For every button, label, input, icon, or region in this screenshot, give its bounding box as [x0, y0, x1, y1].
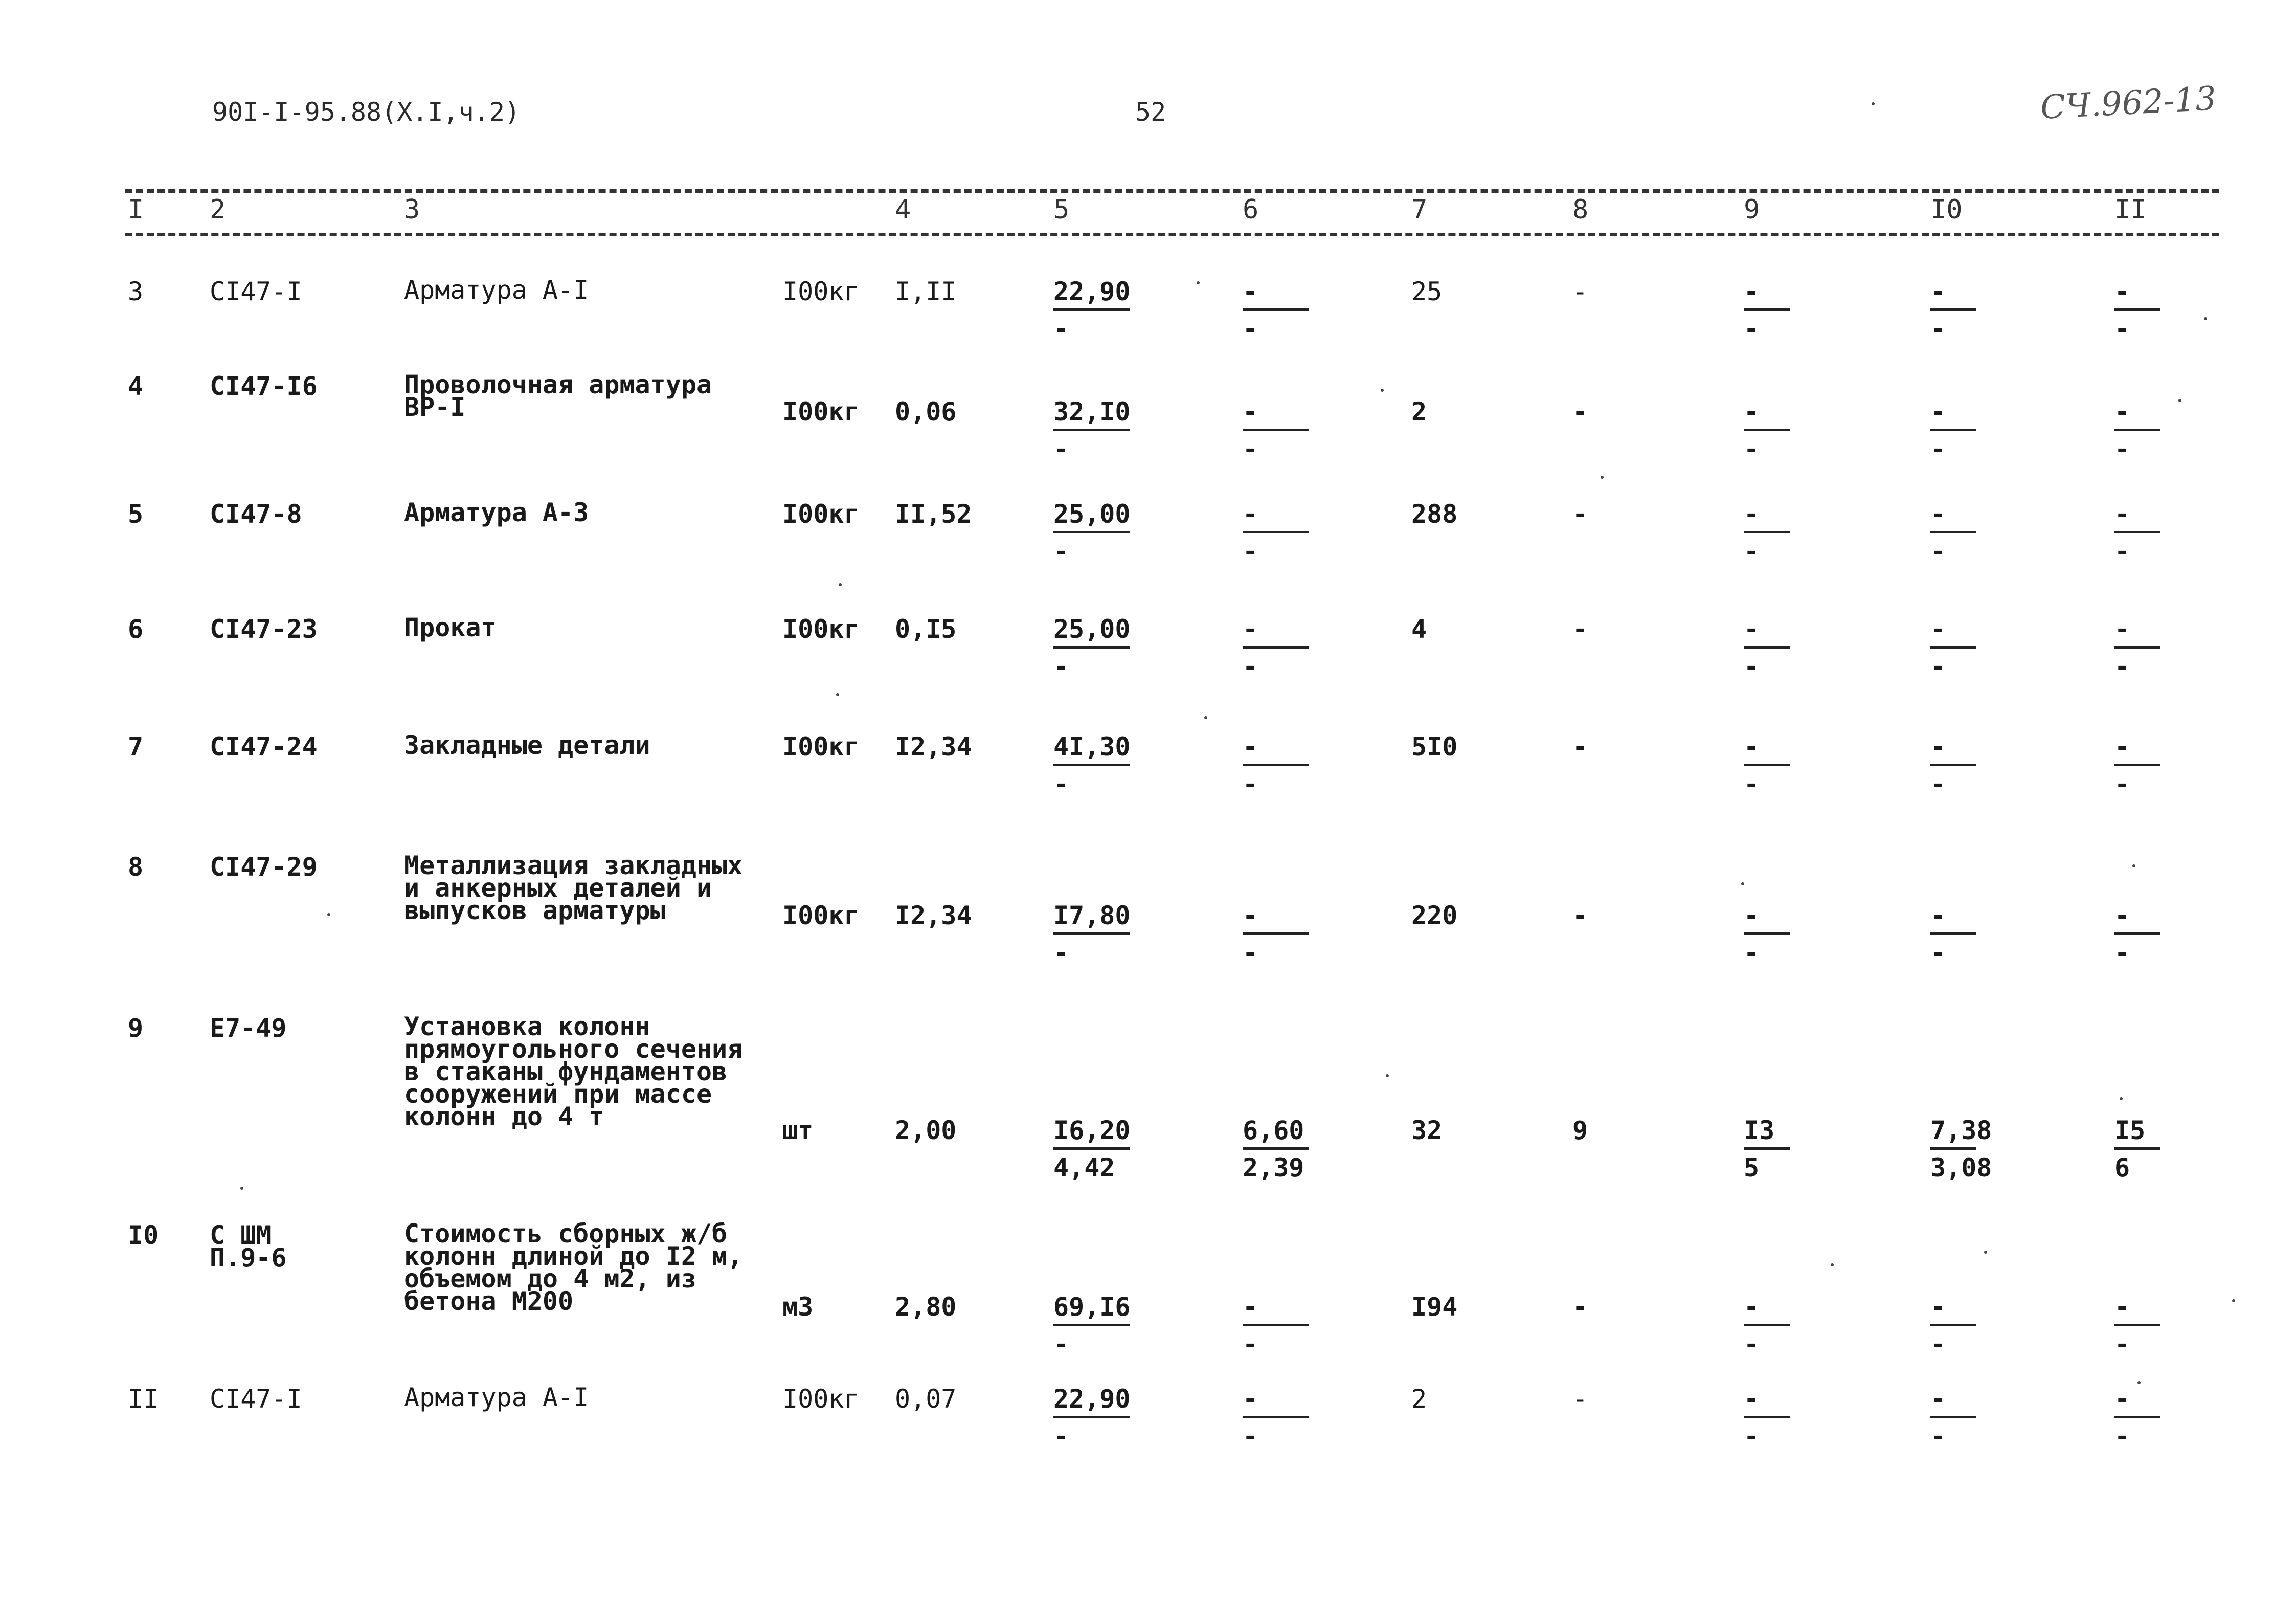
price-cell-5	[1053, 399, 1130, 462]
cell-11	[2114, 399, 2160, 462]
fraction-bar	[1930, 429, 1976, 431]
fraction-denominator: -	[1243, 1329, 1258, 1359]
fraction-numerator: -	[1243, 277, 1258, 306]
cell-6	[1243, 903, 1309, 966]
fraction-bar	[1053, 308, 1130, 311]
fraction-denominator: -	[1243, 314, 1258, 344]
cell-9	[1744, 616, 1790, 679]
cell-7: 2	[1411, 1384, 1427, 1414]
fraction-bar	[1930, 1147, 1976, 1150]
code-cell: Е7-49	[210, 1013, 287, 1043]
fraction-bar	[1744, 1147, 1790, 1150]
fraction-denominator: -	[1930, 537, 1946, 566]
fraction-numerator: -	[1744, 901, 1760, 930]
fraction-bar	[2114, 1416, 2160, 1418]
fraction-denominator: -	[1243, 652, 1258, 681]
fraction-bar	[1744, 429, 1790, 431]
price-cell-5	[1053, 1386, 1130, 1449]
cell-10	[1930, 399, 1976, 462]
fraction-numerator: -	[1930, 499, 1946, 529]
fraction-numerator: 69,I6	[1053, 1292, 1131, 1322]
code-cell: СI47-I	[210, 1384, 302, 1414]
row-number: 7	[128, 732, 144, 762]
fraction-denominator: -	[1744, 537, 1760, 566]
fraction-bar	[1930, 1416, 1976, 1418]
cell-11	[2114, 1118, 2160, 1181]
fraction-denominator: -	[2114, 652, 2130, 681]
scan-speck	[2178, 399, 2181, 402]
fraction-numerator: -	[2114, 1292, 2130, 1322]
cell-10	[1930, 1116, 1992, 1183]
cell-7: 2	[1411, 397, 1427, 427]
fraction-numerator: -	[1243, 1292, 1258, 1322]
cell-6	[1243, 734, 1309, 797]
fraction-numerator: -	[1930, 732, 1946, 762]
cell-9	[1744, 501, 1790, 564]
fraction-numerator: 32,I0	[1053, 397, 1131, 427]
fraction-denominator: -	[1744, 652, 1760, 681]
quantity-cell: 0,I5	[895, 614, 957, 644]
fraction-numerator: I7,80	[1053, 901, 1131, 930]
price-cell-5	[1053, 279, 1130, 342]
cell-8: -	[1572, 277, 1588, 306]
fraction-numerator: I3	[1744, 1116, 1775, 1145]
column-number-6: 6	[1243, 194, 1259, 225]
fraction-numerator: -	[2114, 732, 2130, 762]
row-number: 9	[128, 1013, 144, 1043]
fraction-numerator: -	[1243, 397, 1258, 427]
cell-7: 25	[1411, 277, 1443, 306]
fraction-numerator: -	[1930, 277, 1946, 306]
fraction-bar	[1053, 932, 1130, 935]
fraction-bar	[1744, 1324, 1790, 1326]
cell-6	[1243, 1294, 1309, 1357]
price-cell-5	[1053, 734, 1130, 797]
page-number: 52	[1135, 97, 1166, 127]
fraction-numerator: -	[1930, 614, 1946, 644]
scan-speck	[240, 1187, 243, 1190]
fraction-numerator: 7,38	[1930, 1116, 1992, 1145]
scan-speck	[1381, 389, 1384, 392]
column-number-3: 3	[404, 194, 420, 225]
scan-speck	[1386, 1074, 1389, 1077]
cell-11	[2114, 734, 2160, 797]
cell-9	[1744, 734, 1790, 797]
fraction-denominator: -	[1744, 314, 1760, 344]
quantity-cell: 0,06	[895, 397, 957, 427]
fraction-bar	[1243, 1147, 1309, 1150]
fraction-denominator: 2,39	[1243, 1153, 1304, 1183]
unit-cell: I00кг	[782, 277, 860, 306]
fraction-numerator: 6,60	[1243, 1116, 1304, 1145]
cell-6	[1243, 399, 1309, 462]
fraction-bar	[1243, 1324, 1309, 1326]
row-number: 8	[128, 852, 144, 882]
fraction-bar	[2114, 429, 2160, 431]
fraction-denominator: -	[1053, 1329, 1069, 1359]
fraction-numerator: -	[2114, 397, 2130, 427]
row-number: 4	[128, 371, 144, 401]
cell-6	[1243, 1118, 1309, 1181]
price-cell-5	[1053, 1294, 1130, 1357]
fraction-bar	[1243, 531, 1309, 533]
scan-speck	[1741, 882, 1744, 885]
fraction-numerator: 22,90	[1053, 1384, 1131, 1414]
column-number-2: 2	[210, 194, 226, 225]
fraction-numerator: -	[2114, 614, 2130, 644]
fraction-denominator: -	[1744, 938, 1760, 968]
column-number-5: 5	[1053, 194, 1070, 225]
fraction-numerator: I6,20	[1053, 1116, 1131, 1145]
fraction-bar	[1243, 932, 1309, 935]
cell-8: -	[1572, 1384, 1588, 1414]
fraction-denominator: -	[2114, 1421, 2130, 1451]
fraction-denominator: -	[1053, 434, 1069, 464]
fraction-denominator: -	[1243, 537, 1258, 566]
column-number-8: 8	[1572, 194, 1589, 225]
cell-9	[1744, 399, 1790, 462]
unit-cell: шт	[782, 1116, 814, 1145]
fraction-bar	[1930, 308, 1976, 311]
cell-9	[1744, 1386, 1790, 1449]
description-cell: Установка колонн прямоугольного сечения в стаканы фундаментов сооружений при массе колонн до 4 т	[404, 1012, 743, 1131]
description-cell: Прокат	[404, 613, 497, 642]
fraction-denominator: -	[1744, 434, 1760, 464]
fraction-bar	[1930, 764, 1976, 766]
cell-8: -	[1572, 1292, 1588, 1322]
unit-cell: I00кг	[782, 732, 860, 762]
fraction-denominator: 4,42	[1053, 1153, 1115, 1183]
fraction-bar	[1744, 1416, 1790, 1418]
cell-6	[1243, 501, 1309, 564]
unit-cell: I00кг	[782, 499, 860, 529]
cell-10	[1930, 501, 1976, 564]
column-number-1: I	[128, 194, 144, 225]
description-cell: Проволочная арматура ВР-I	[404, 370, 712, 422]
fraction-bar	[1744, 764, 1790, 766]
scan-speck	[2204, 317, 2207, 320]
fraction-denominator: -	[2114, 938, 2130, 968]
unit-cell: м3	[782, 1292, 814, 1322]
fraction-bar	[1744, 531, 1790, 533]
fraction-denominator: -	[1744, 1329, 1760, 1359]
cell-11	[2114, 1386, 2160, 1449]
cell-11	[2114, 279, 2160, 342]
fraction-numerator: -	[1744, 1292, 1760, 1322]
scan-speck	[1984, 1251, 1987, 1254]
fraction-bar	[1053, 764, 1130, 766]
fraction-denominator: -	[1243, 434, 1258, 464]
row-number: I0	[128, 1220, 159, 1250]
code-cell: СI47-I	[210, 277, 302, 306]
fraction-denominator: -	[1053, 652, 1069, 681]
cell-9	[1744, 279, 1790, 342]
fraction-denominator: -	[1053, 769, 1069, 799]
unit-cell: I00кг	[782, 614, 860, 644]
scan-speck	[836, 693, 839, 696]
fraction-bar	[1053, 1416, 1130, 1418]
fraction-bar	[1053, 646, 1130, 649]
fraction-denominator: -	[1930, 314, 1946, 344]
quantity-cell: I2,34	[895, 901, 972, 930]
code-cell: СI47-24	[210, 732, 318, 762]
cell-8: 9	[1572, 1116, 1588, 1145]
fraction-numerator: -	[1744, 397, 1760, 427]
fraction-bar	[1243, 429, 1309, 431]
fraction-bar	[1744, 646, 1790, 649]
fraction-numerator: -	[1243, 499, 1258, 529]
row-number: 6	[128, 614, 144, 644]
fraction-numerator: -	[1744, 499, 1760, 529]
scan-speck	[2132, 864, 2135, 867]
scan-speck	[839, 583, 842, 586]
fraction-numerator: -	[1930, 1384, 1946, 1414]
fraction-denominator: -	[2114, 1329, 2130, 1359]
fraction-bar	[1053, 531, 1130, 533]
quantity-cell: I,II	[895, 277, 957, 306]
fraction-numerator: 25,00	[1053, 499, 1131, 529]
fraction-bar	[2114, 764, 2160, 766]
cell-7: 4	[1411, 614, 1427, 644]
fraction-numerator: -	[2114, 901, 2130, 930]
scan-speck	[327, 913, 330, 916]
column-number-4: 4	[895, 194, 911, 225]
price-cell-5	[1053, 616, 1130, 679]
scan-speck	[2120, 1097, 2123, 1100]
fraction-bar	[2114, 1147, 2160, 1150]
description-cell: Арматура А-I	[404, 1383, 589, 1412]
fraction-numerator: -	[1243, 614, 1258, 644]
scan-speck	[1204, 716, 1207, 719]
price-cell-5	[1053, 501, 1130, 564]
cell-8: -	[1572, 901, 1588, 930]
quantity-cell: 2,00	[895, 1116, 957, 1145]
fraction-denominator: -	[1930, 938, 1946, 968]
fraction-denominator: -	[1243, 1421, 1258, 1451]
fraction-numerator: I5	[2114, 1116, 2146, 1145]
fraction-denominator: -	[1053, 537, 1069, 566]
fraction-bar	[2114, 308, 2160, 311]
fraction-bar	[2114, 531, 2160, 533]
cell-8: -	[1572, 614, 1588, 644]
cell-11	[2114, 1294, 2160, 1357]
code-cell: СI47-23	[210, 614, 318, 644]
fraction-numerator: -	[1243, 901, 1258, 930]
description-cell: Металлизация закладных и анкерных деталей и выпусков арматуры	[404, 851, 743, 925]
fraction-bar	[1930, 531, 1976, 533]
document-code: 90I-I-95.88(X.I,ч.2)	[212, 97, 521, 127]
unit-cell: I00кг	[782, 901, 860, 930]
fraction-denominator: -	[1053, 1421, 1069, 1451]
fraction-numerator: -	[1744, 1384, 1760, 1414]
column-number-9: 9	[1744, 194, 1760, 225]
scan-speck	[1872, 102, 1875, 105]
fraction-numerator: -	[1744, 614, 1760, 644]
cell-9	[1744, 1294, 1790, 1357]
price-cell-5	[1053, 1118, 1130, 1181]
fraction-numerator: -	[2114, 1384, 2130, 1414]
cell-7: 288	[1411, 499, 1458, 529]
fraction-denominator: -	[1243, 938, 1258, 968]
code-cell: СI47-I6	[210, 371, 318, 401]
fraction-bar	[1243, 764, 1309, 766]
cell-10	[1930, 903, 1976, 966]
fraction-denominator: -	[2114, 434, 2130, 464]
fraction-denominator: -	[2114, 537, 2130, 566]
row-number: 5	[128, 499, 144, 529]
cell-11	[2114, 903, 2160, 966]
fraction-numerator: 25,00	[1053, 614, 1131, 644]
unit-cell: I00кг	[782, 1384, 860, 1414]
cell-7: I94	[1411, 1292, 1458, 1322]
cell-9	[1744, 903, 1790, 966]
scan-speck	[1831, 1263, 1834, 1266]
description-cell: Закладные детали	[404, 730, 650, 760]
fraction-denominator: 6	[2114, 1153, 2130, 1183]
cell-8: -	[1572, 732, 1588, 762]
fraction-numerator: -	[1744, 732, 1760, 762]
fraction-bar	[1243, 308, 1309, 311]
column-number-7: 7	[1411, 194, 1428, 225]
fraction-bar	[1744, 308, 1790, 311]
description-cell: Стоимость сборных ж/б колонн длиной до I2 м, объемом до 4 м2, из бетона М200	[404, 1219, 743, 1316]
cell-7: 5I0	[1411, 732, 1458, 762]
code-cell: СI47-29	[210, 852, 318, 882]
price-cell-5	[1053, 903, 1130, 966]
quantity-cell: 0,07	[895, 1384, 957, 1414]
quantity-cell: II,52	[895, 499, 972, 529]
fraction-bar	[2114, 646, 2160, 649]
column-number-11: II	[2114, 194, 2147, 225]
scan-speck	[2232, 1299, 2235, 1302]
fraction-bar	[1930, 646, 1976, 649]
unit-cell: I00кг	[782, 397, 860, 427]
cell-10	[1930, 734, 1976, 797]
quantity-cell: 2,80	[895, 1292, 957, 1322]
fraction-denominator: -	[1930, 652, 1946, 681]
fraction-denominator: -	[2114, 314, 2130, 344]
fraction-bar	[2114, 932, 2160, 935]
row-number: 3	[128, 277, 144, 306]
quantity-cell: I2,34	[895, 732, 972, 762]
fraction-denominator: -	[1744, 769, 1760, 799]
fraction-denominator: -	[1930, 769, 1946, 799]
cell-10	[1930, 616, 1976, 679]
fraction-denominator: -	[1053, 314, 1069, 344]
description-cell: Арматура А-I	[404, 275, 589, 305]
fraction-numerator: -	[1930, 901, 1946, 930]
fraction-numerator: -	[2114, 499, 2130, 529]
fraction-denominator: -	[1243, 769, 1258, 799]
scan-speck	[2137, 1381, 2141, 1384]
fraction-bar	[1930, 1324, 1976, 1326]
fraction-denominator: -	[1053, 938, 1069, 968]
cell-10	[1930, 279, 1976, 342]
fraction-denominator: 3,08	[1930, 1153, 1992, 1183]
fraction-denominator: 5	[1744, 1153, 1760, 1183]
cell-9	[1744, 1118, 1790, 1181]
code-cell: СI47-8	[210, 499, 302, 529]
cell-6	[1243, 1386, 1309, 1449]
fraction-denominator: -	[2114, 769, 2130, 799]
code-cell: С ШМ	[210, 1220, 272, 1250]
cell-10	[1930, 1386, 1976, 1449]
fraction-bar	[1243, 646, 1309, 649]
cell-7: 32	[1411, 1116, 1443, 1145]
cell-11	[2114, 501, 2160, 564]
fraction-denominator: -	[1930, 434, 1946, 464]
cell-6	[1243, 279, 1309, 342]
scan-speck	[1197, 281, 1200, 284]
fraction-bar	[1930, 932, 1976, 935]
sheet-reference: СЧ.962-13	[2039, 80, 2217, 127]
fraction-denominator: -	[1744, 1421, 1760, 1451]
fraction-bar	[1243, 1416, 1309, 1418]
fraction-bar	[1744, 932, 1790, 935]
fraction-numerator: 22,90	[1053, 277, 1131, 306]
cell-8: -	[1572, 397, 1588, 427]
fraction-numerator: -	[2114, 277, 2130, 306]
column-number-10: I0	[1930, 194, 1963, 225]
fraction-numerator: -	[1744, 277, 1760, 306]
cell-6	[1243, 616, 1309, 679]
row-number: II	[128, 1384, 159, 1414]
code-cell-line2: П.9-6	[210, 1243, 287, 1273]
cell-11	[2114, 616, 2160, 679]
fraction-bar	[1053, 429, 1130, 431]
cell-10	[1930, 1294, 1976, 1357]
header-rule-top	[125, 189, 2219, 193]
fraction-bar	[1053, 1324, 1130, 1326]
fraction-numerator: -	[1243, 1384, 1258, 1414]
fraction-denominator: -	[1930, 1421, 1946, 1451]
cell-8: -	[1572, 499, 1588, 529]
fraction-denominator: -	[1930, 1329, 1946, 1359]
fraction-bar	[2114, 1324, 2160, 1326]
fraction-numerator: -	[1930, 1292, 1946, 1322]
header-rule-bottom	[125, 233, 2219, 236]
fraction-bar	[1053, 1147, 1130, 1150]
scan-speck	[1601, 476, 1604, 479]
fraction-numerator: 4I,30	[1053, 732, 1131, 762]
fraction-numerator: -	[1243, 732, 1258, 762]
fraction-numerator: -	[1930, 397, 1946, 427]
cell-7: 220	[1411, 901, 1458, 930]
description-cell: Арматура А-3	[404, 498, 589, 527]
